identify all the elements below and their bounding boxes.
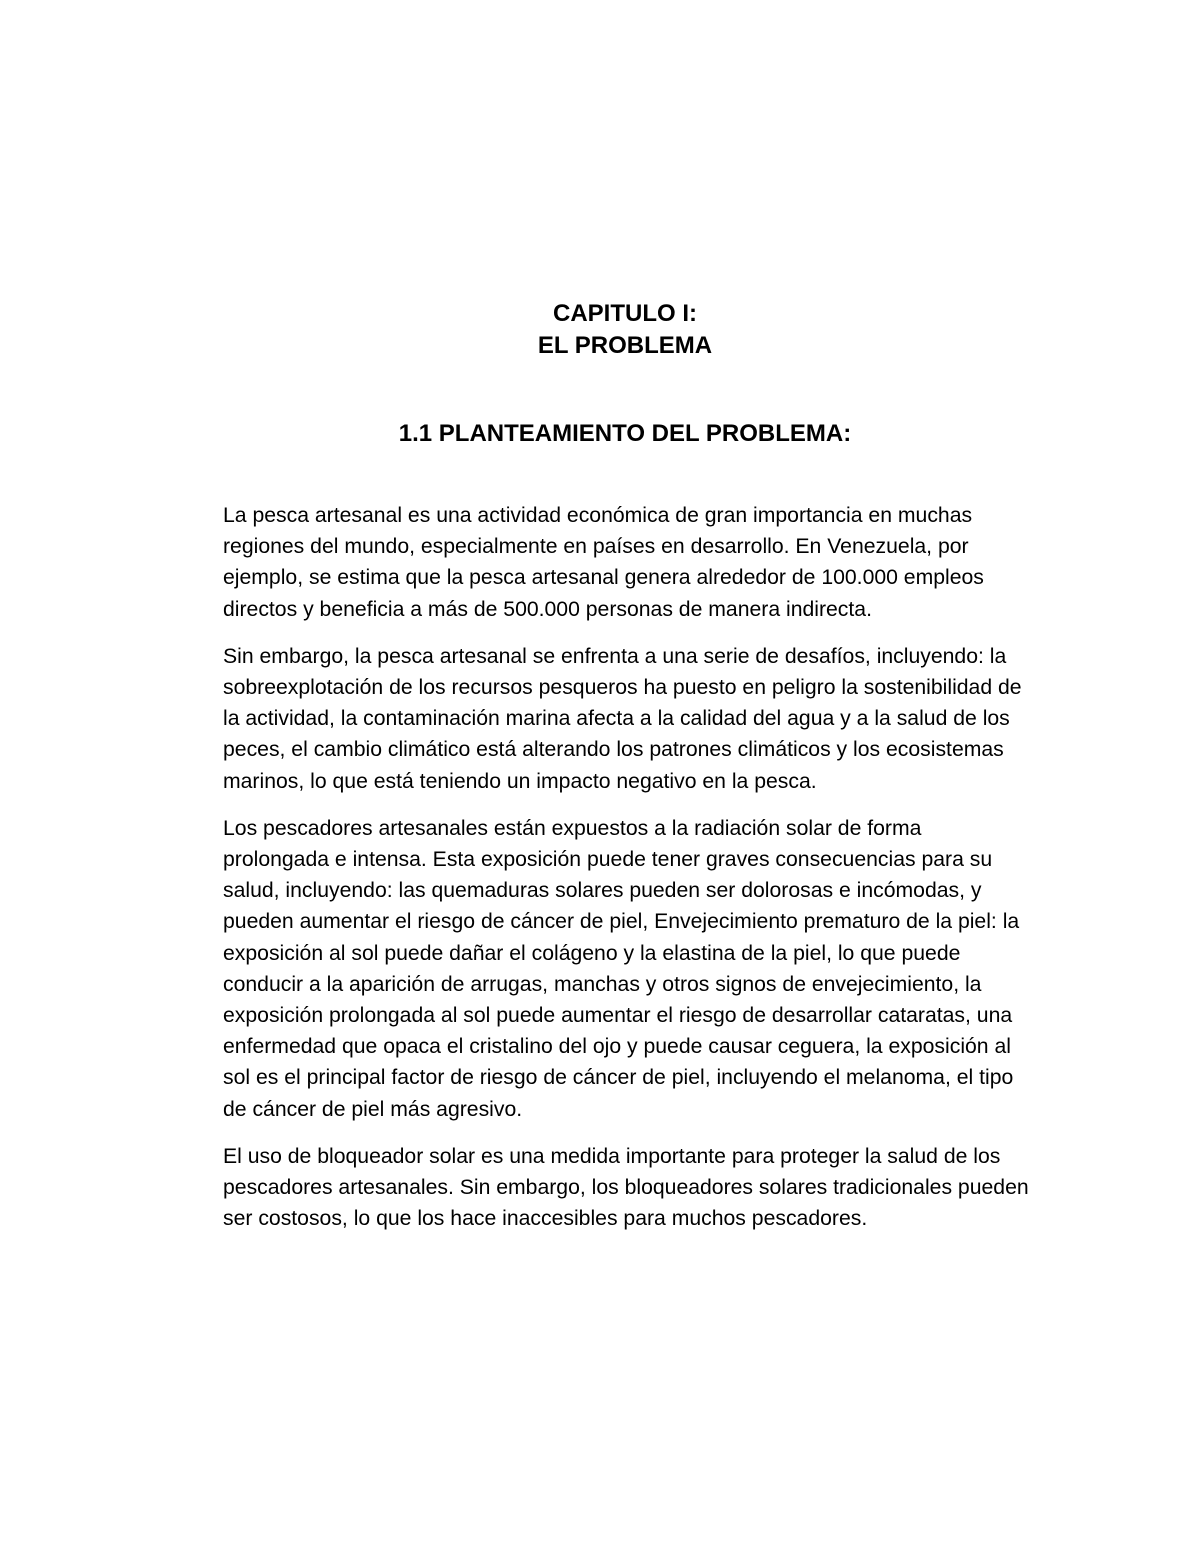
chapter-number: CAPITULO I: — [553, 300, 697, 327]
paragraph-2: Sin embargo, la pesca artesanal se enfrenta a una serie de desafíos, incluyendo: la sobreexplotación de los recursos pesqueros ha puesto en peligro la sostenibilidad de la actividad, la contaminación marina afecta a la calidad del agua y a la salud de los peces, el cambio climático está alterando los patrones climáticos y los ecosistemas marinos, lo que está teniendo un impacto negativo en la pesca. — [223, 644, 1022, 793]
section-heading: 1.1 PLANTEAMIENTO DEL PROBLEMA: — [398, 420, 852, 447]
paragraph-1: La pesca artesanal es una actividad económica de gran importancia en muchas regiones del mundo, especialmente en países en desarrollo. En Venezuela, por ejemplo, se estima que la pesca artesanal genera alrededor de 100.000 empleos directos y beneficia a más de 500.000 personas de manera indirecta. — [223, 504, 984, 621]
paragraph-3: Los pescadores artesanales están expuestos a la radiación solar de forma prolongada e intensa. Esta exposición puede tener graves consecuencias para su salud, incluyendo: las quemaduras solares pueden ser dolorosas e incómodas, y pueden aumentar el riesgo de cáncer de piel, Envejecimiento prematuro de la piel: la exposición al sol puede dañar el colágeno y la elastina de la piel, lo que puede conducir a la aparición de arrugas, manchas y otros signos de envejecimiento, la exposición prolongada al sol puede aumentar el riesgo de desarrollar cataratas, una enfermedad que opaca el cristalino del ojo y puede causar ceguera, la exposición al sol es el principal factor de riesgo de cáncer de piel, incluyendo el melanoma, el tipo de cáncer de piel más agresivo. — [223, 816, 1020, 1121]
body-text — [223, 500, 1033, 1250]
chapter-title: EL PROBLEMA — [537, 332, 713, 359]
paragraph-4: El uso de bloqueador solar es una medida importante para proteger la salud de los pescadores artesanales. Sin embargo, los bloqueadores solares tradicionales pueden ser costosos, lo que los hace inaccesibles para muchos pescadores. — [223, 1144, 1029, 1231]
chapter-heading — [0, 298, 1200, 362]
